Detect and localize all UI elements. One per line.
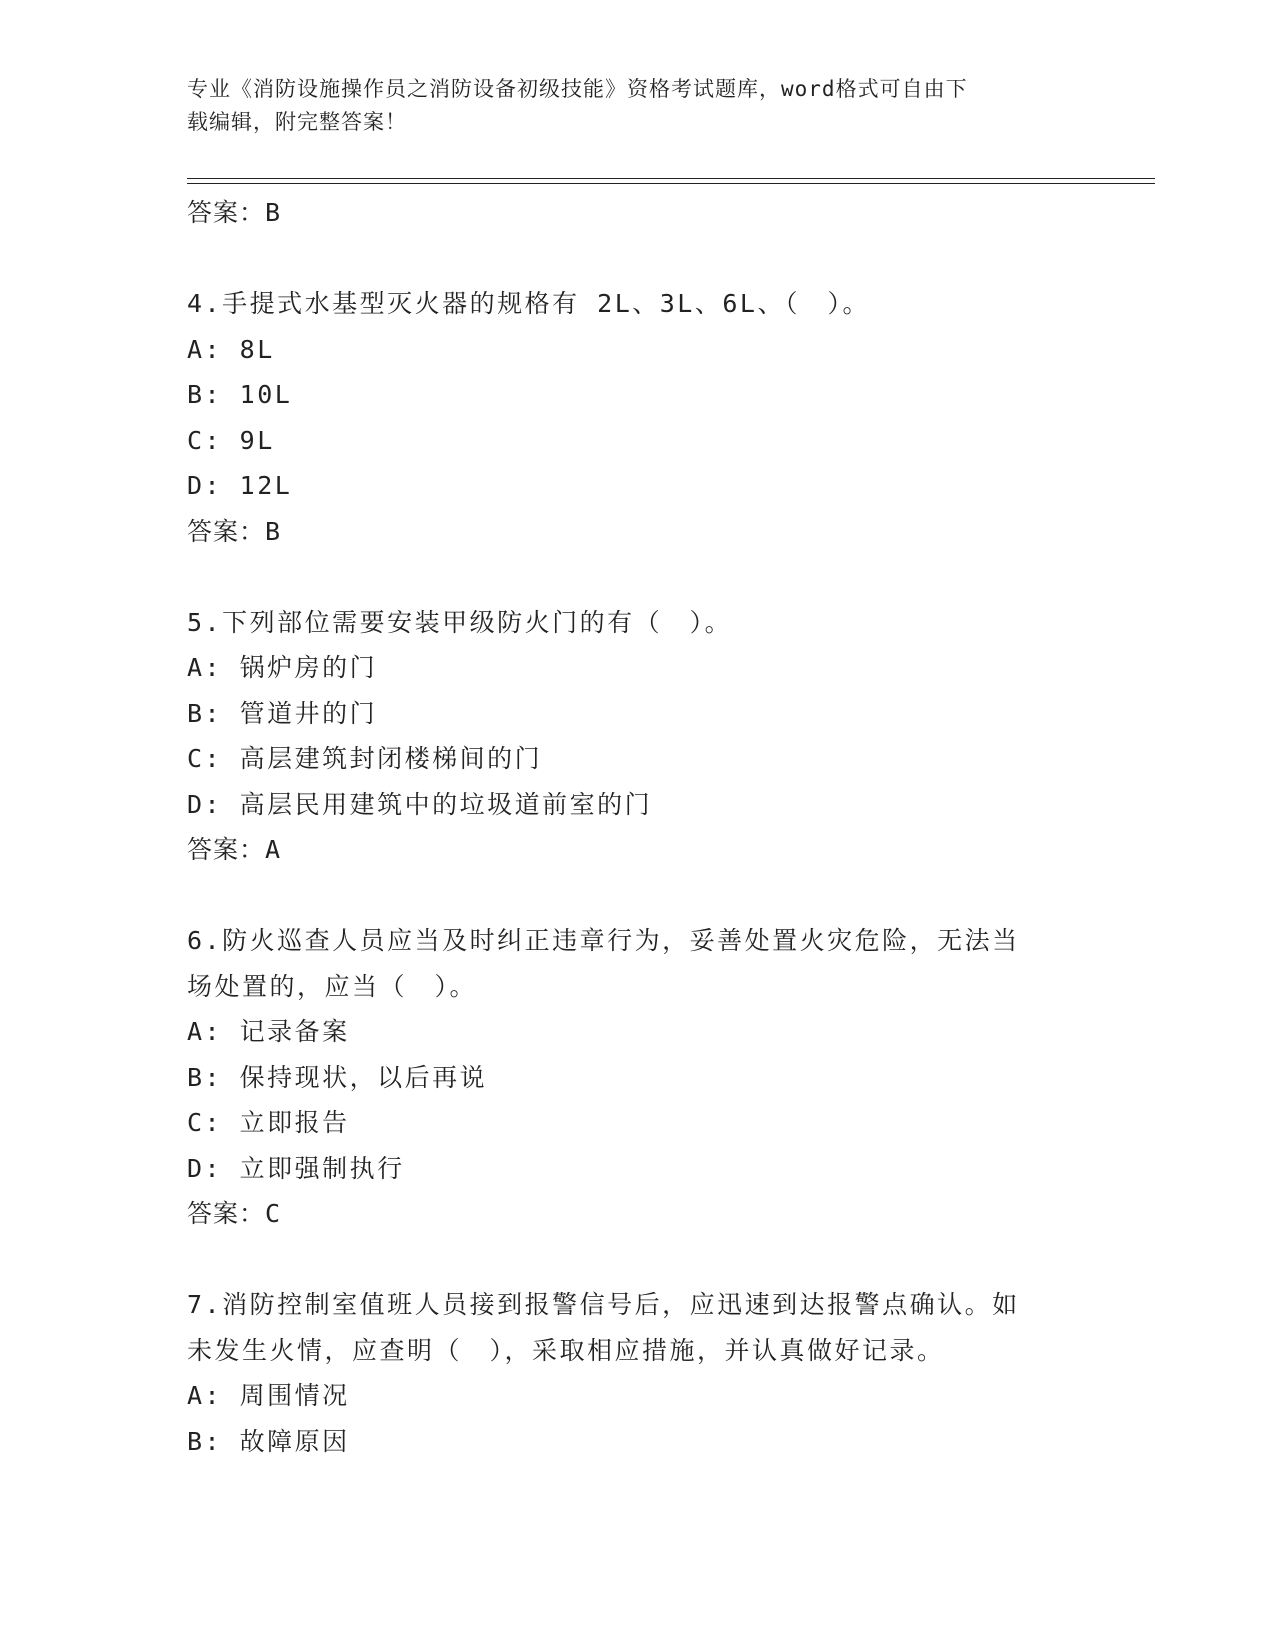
option-a: A: 记录备案 <box>187 1017 350 1046</box>
header-divider-top <box>187 178 1155 179</box>
spacer <box>187 873 1087 919</box>
header-line-2: 载编辑，附完整答案！ <box>187 110 407 134</box>
option-c: C: 高层建筑封闭楼梯间的门 <box>187 744 543 773</box>
option-b: B: 管道井的门 <box>187 698 378 728</box>
page-header <box>187 73 1067 139</box>
option-a: A: 周围情况 <box>187 1381 350 1410</box>
header-line-1: 专业《消防设施操作员之消防设备初级技能》资格考试题库，word格式可自由下 <box>187 77 968 101</box>
answer: 答案：A <box>187 835 282 864</box>
question-7 <box>187 1282 1087 1464</box>
header-divider-bottom <box>187 183 1155 184</box>
answer: 答案：C <box>187 1199 282 1228</box>
question-stem: 5.下列部位需要安装甲级防火门的有（ ）。 <box>187 607 733 637</box>
option-a: A: 锅炉房的门 <box>187 653 378 682</box>
option-c: C: 9L <box>187 425 275 455</box>
question-6 <box>187 918 1087 1237</box>
question-list <box>187 190 1087 1464</box>
option-b: B: 10L <box>187 380 293 409</box>
option-d: D: 12L <box>187 471 293 500</box>
option-b: B: 故障原因 <box>187 1426 350 1456</box>
option-d: D: 高层民用建筑中的垃圾道前室的门 <box>187 789 653 819</box>
question-stem-line-2: 未发生火情，应查明（ ），采取相应措施，并认真做好记录。 <box>187 1335 945 1365</box>
question-4 <box>187 281 1087 554</box>
spacer <box>187 236 1087 282</box>
spacer <box>187 1237 1087 1283</box>
question-5 <box>187 600 1087 873</box>
question-stem-line-1: 7.消防控制室值班人员接到报警信号后，应迅速到达报警点确认。如 <box>187 1290 1020 1319</box>
option-b: B: 保持现状，以后再说 <box>187 1062 488 1092</box>
option-a: A: 8L <box>187 334 275 364</box>
previous-answer: 答案：B <box>187 198 282 227</box>
option-c: C: 立即报告 <box>187 1108 350 1137</box>
answer: 答案：B <box>187 516 282 546</box>
question-stem: 4.手提式水基型灭火器的规格有 2L、3L、6L、（ ）。 <box>187 289 870 318</box>
spacer <box>187 554 1087 600</box>
question-stem-line-2: 场处置的，应当（ ）。 <box>187 971 478 1001</box>
question-stem-line-1: 6.防火巡查人员应当及时纠正违章行为，妥善处置火灾危险，无法当 <box>187 926 1020 955</box>
option-d: D: 立即强制执行 <box>187 1153 405 1183</box>
